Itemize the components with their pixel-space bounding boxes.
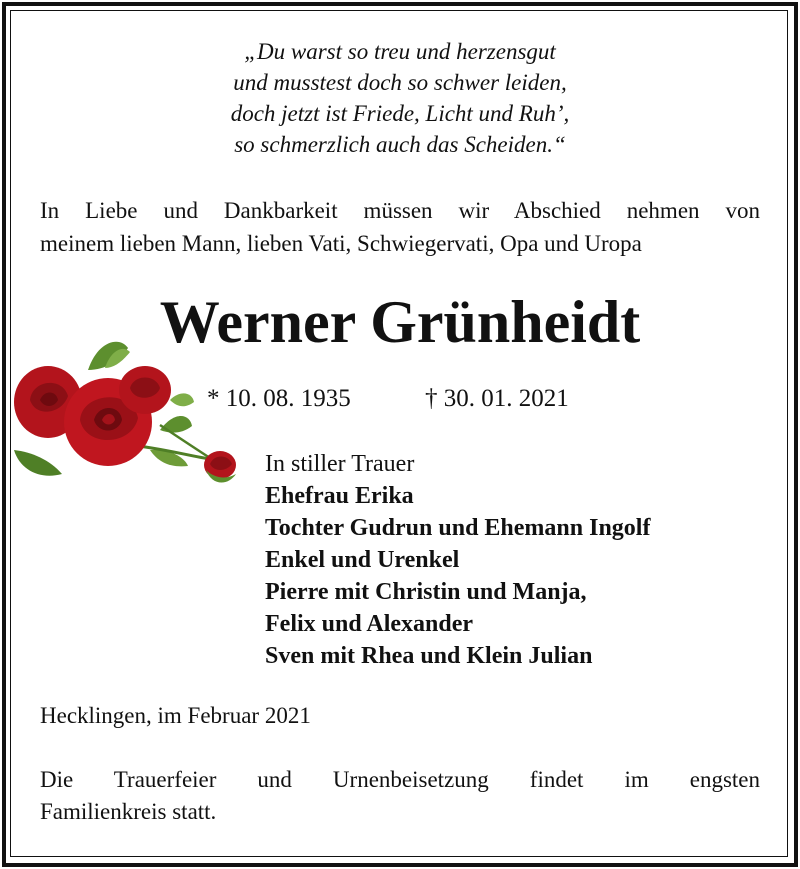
deceased-name: Werner Grünheidt: [159, 289, 641, 355]
ceremony-notice: [40, 764, 760, 828]
death-date: † 30. 01. 2021: [425, 385, 569, 412]
farewell-line: meinem lieben Mann, lieben Vati, Schwiegervati, Opa und Uropa: [40, 231, 642, 256]
poem-line: doch jetzt ist Friede, Licht und Ruh’,: [230, 101, 570, 126]
poem-line: so schmerzlich auch das Scheiden.“: [234, 132, 566, 157]
poem-line: und musstest doch so schwer leiden,: [233, 70, 567, 95]
birth-date: * 10. 08. 1935: [207, 385, 351, 412]
poem-line: „Du warst so treu und herzensgut: [244, 39, 556, 64]
ceremony-line: Die Trauerfeier und Urnenbeisetzung findet im engsten: [40, 767, 760, 792]
mourner-entry: Pierre mit Christin und Manja,: [265, 579, 587, 605]
ceremony-line: Familienkreis statt.: [40, 799, 217, 824]
place-and-date: Hecklingen, im Februar 2021: [40, 703, 311, 728]
farewell-text: [40, 194, 760, 260]
mourner-entry: Ehefrau Erika: [265, 483, 414, 509]
memorial-poem: [0, 36, 800, 160]
mourner-entry: Sven mit Rhea und Klein Julian: [265, 643, 593, 669]
mourners-list: [265, 448, 650, 672]
mourner-entry: Felix und Alexander: [265, 611, 474, 637]
life-dates: [207, 382, 569, 416]
mourner-entry: Enkel und Urenkel: [265, 547, 460, 573]
mourners-heading: In stiller Trauer: [265, 451, 415, 477]
farewell-line: In Liebe und Dankbarkeit müssen wir Abschied nehmen von: [40, 198, 760, 223]
mourner-entry: Tochter Gudrun und Ehemann Ingolf: [265, 515, 651, 541]
